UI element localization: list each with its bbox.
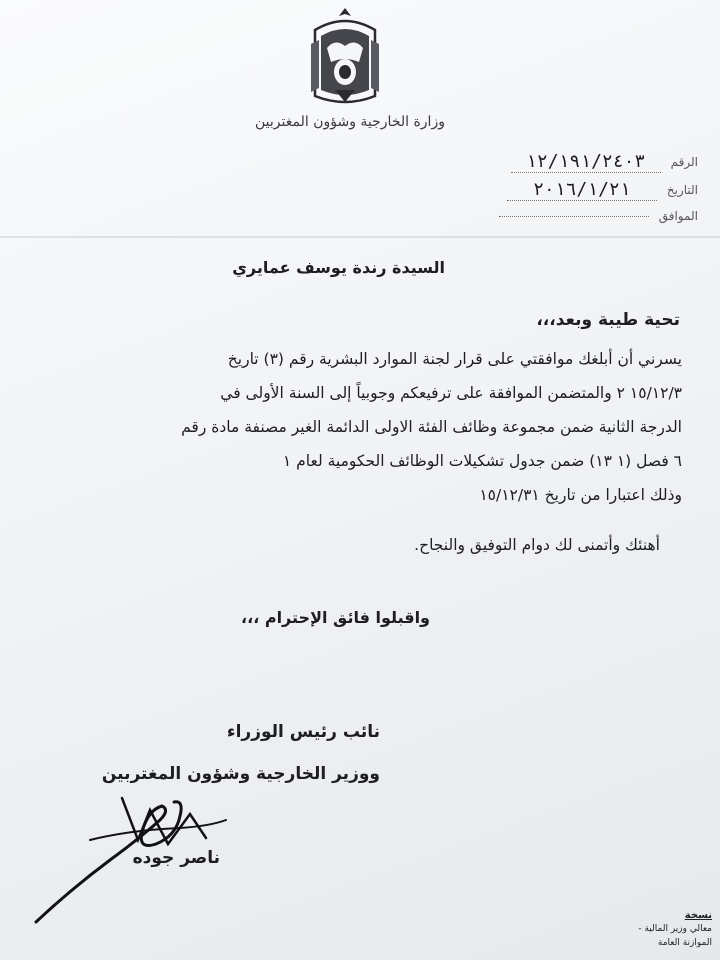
body-line: أهنئك وأتمنى لك دوام التوفيق والنجاح. [414,536,660,554]
signatory-title: نائب رئيس الوزراء [226,722,380,742]
body-line: ٦ فصل (١ ١٣) ضمن جدول تشكيلات الوظائف الحكومية لعام ١ [282,452,682,470]
date-row [507,178,698,202]
date-label: التاريخ [666,183,698,197]
paper-fold-line [0,236,720,238]
date-value: ٢٠١٦/١/٢١ [507,179,657,201]
body-line: الدرجة الثانية ضمن مجموعة وظائف الفئة الاولى الدائمة الغير مصنفة مادة رقم [181,418,682,436]
cc-heading: نسخة [684,910,712,921]
greeting: تحية طيبة وبعد،،، [536,310,680,330]
closing-salutation: واقبلوا فائق الإحترام ،،، [241,608,430,627]
corresponding-label: الموافق [658,209,698,223]
signatory-name: ناصر جوده [132,848,220,868]
reference-row [511,150,698,174]
jordan-coat-of-arms-icon [305,4,385,112]
carbon-copy-block [622,908,712,950]
signatory-title: ووزير الخارجية وشؤون المغتربين [101,764,380,784]
reference-label: الرقم [670,155,698,169]
ministry-name: وزارة الخارجية وشؤون المغتربين [255,114,445,130]
corresponding-row [499,204,698,228]
corresponding-value [499,216,649,217]
body-line: يسرني أن أبلغك موافقتي على قرار لجنة الموارد البشرية رقم (٣) تاريخ [227,350,682,368]
cc-recipient: معالي وزير المالية - الموازنة العامة [638,924,712,948]
body-line: ١٥/١٢/٣ ٢ والمتضمن الموافقة على ترفيعكم وجوبياً إلى السنة الأولى في [220,384,682,402]
reference-value: ١٢/١٩١/٢٤٠٣ [511,151,661,173]
body-line: وذلك اعتبارا من تاريخ ١٥/١٢/٣١ [479,486,682,504]
addressee: السيدة رندة يوسف عمايري [232,258,445,277]
